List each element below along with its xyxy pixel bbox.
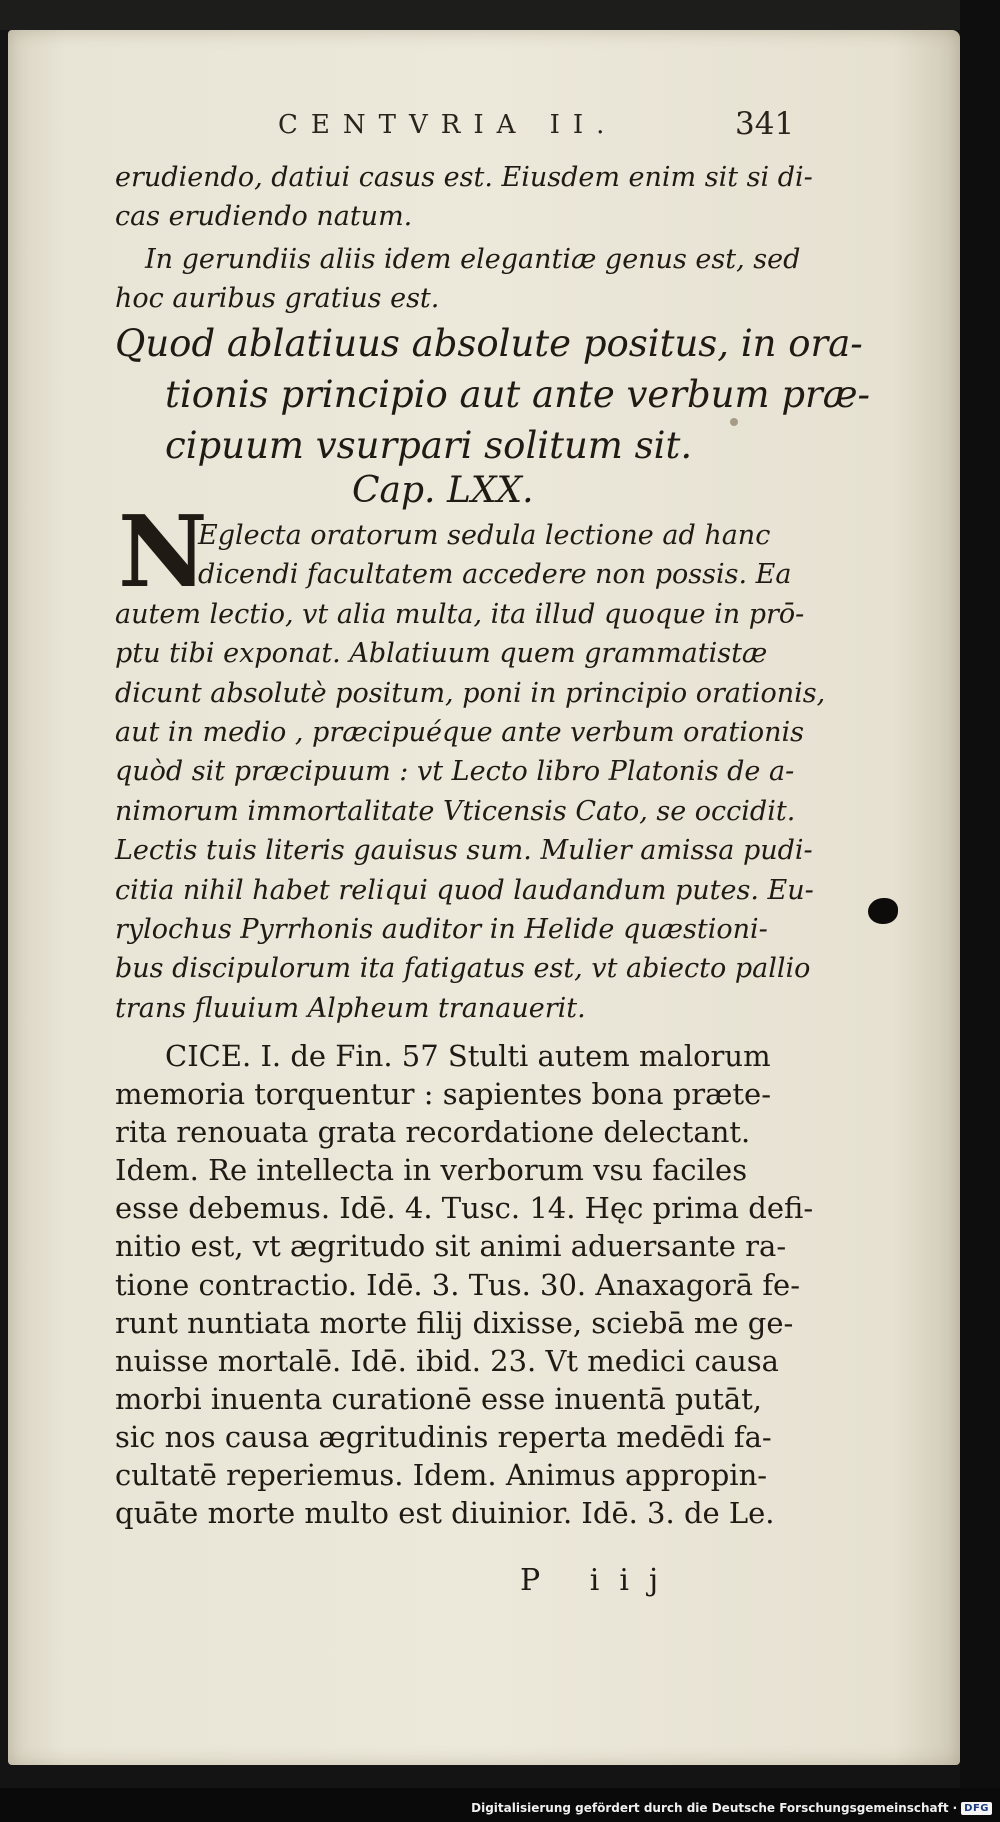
text-line: morbi inuenta curationē esse inuentā putāt, [115,1381,763,1416]
credit-text: Digitalisierung gefördert durch die Deutsche Forschungsgemeinschaft [471,1801,949,1815]
text-line: In gerundiis aliis idem elegantiæ genus est, sed [145,244,801,275]
text-line: rylochus Pyrrhonis auditor in Helide quæstioni- [115,914,768,946]
text-line: quòd sit præcipuum : vt Lecto libro Platonis de a- [115,756,795,788]
text-line: autem lectio, vt alia multa, ita illud quoque in prō- [115,598,805,630]
title-line: tionis principio aut ante verbum præ- [165,373,870,416]
ink-blot [868,898,898,924]
text-line: nitio est, vt ægritudo sit animi aduersante ra- [115,1229,787,1264]
text-line: runt nuntiata morte filij dixisse, sciebā me ge- [115,1305,794,1340]
dfg-logo-icon: DFG [961,1802,992,1815]
drop-cap: N [118,495,208,610]
text-line: dicunt absolutè positum, poni in principio orationis, [115,677,826,709]
text-line: Idem. Re intellecta in verborum vsu faciles [115,1153,748,1188]
chapter-number: Cap. LXX. [352,470,534,511]
text-line: Lectis tuis literis gauisus sum. Mulier amissa pudi- [115,835,813,867]
running-title: CENTVRIA II. [278,110,618,140]
chapter-title [115,318,870,471]
paragraph-1 [115,158,813,237]
text-line: tione contractio. Idē. 3. Tus. 30. Anaxagorā fe- [115,1267,801,1302]
body-roman-paragraph [115,1037,813,1532]
text-line: cultatē reperiemus. Idem. Animus appropin- [115,1458,768,1493]
body-italic-paragraph [115,516,826,1028]
text-line: rita renouata grata recordatione delectant. [115,1115,751,1150]
text-line: dicendi facultatem accedere non possis. Ea [198,559,792,591]
scanner-right-edge [960,0,1000,1822]
text-line: CICE. I. de Fin. 57 Stulti autem malorum [165,1039,771,1073]
text-line: cas erudiendo natum. [115,201,413,233]
text-line: hoc auribus gratius est. [115,283,440,315]
stain-mark [730,418,738,426]
text-line: esse debemus. Idē. 4. Tusc. 14. Hęc prima defi- [115,1191,814,1226]
text-line: trans fluuium Alpheum tranauerit. [115,992,586,1024]
text-line: quāte morte multo est diuinior. Idē. 3. de Le. [115,1496,775,1531]
text-line: nuisse mortalē. Idē. ibid. 23. Vt medici causa [115,1343,779,1378]
funding-credit: Digitalisierung gefördert durch die Deutsche Forschungsgemeinschaft · DFG [471,1801,992,1815]
text-line: citia nihil habet reliqui quod laudandum putes. Eu- [115,874,814,906]
text-line: Eglecta oratorum sedula lectione ad hanc [198,520,771,551]
footer-bar [0,1788,1000,1822]
text-line: aut in medio , præcipuéque ante verbum orationis [115,717,805,749]
text-line: memoria torquentur : sapientes bona præte- [115,1077,771,1112]
text-line: nimorum immortalitate Vticensis Cato, se occidit. [115,795,796,827]
text-line: bus discipulorum ita fatigatus est, vt abiecto pallio [115,953,811,985]
paragraph-2 [115,240,805,319]
text-line: erudiendo, datiui casus est. Eiusdem enim sit si di- [115,162,813,193]
signature-mark: P iij [520,1563,679,1598]
title-line: cipuum vsurpari solitum sit. [165,424,693,467]
scanner-top-edge [0,0,1000,30]
page-number: 341 [735,106,795,142]
text-line: sic nos causa ægritudinis reperta medēdi fa- [115,1419,772,1454]
text-line: ptu tibi exponat. Ablatiuum quem grammatistæ [115,638,768,670]
title-line: Quod ablatiuus absolute positus, in ora- [115,322,863,365]
